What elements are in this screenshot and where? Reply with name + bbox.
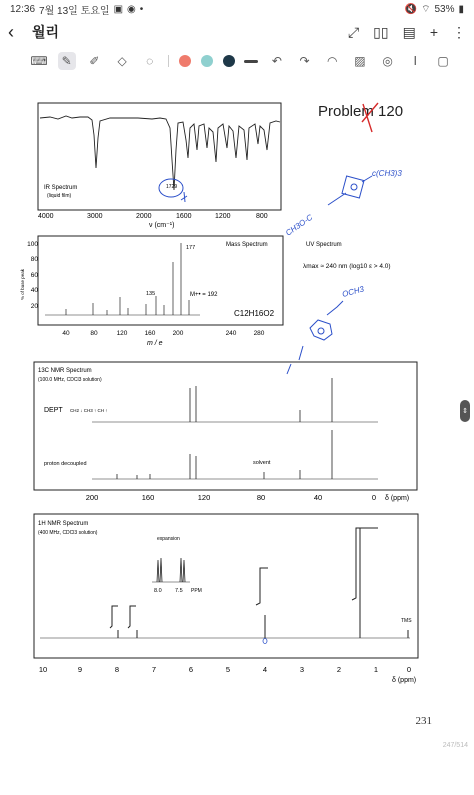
color-swatch-teal[interactable] bbox=[201, 55, 213, 67]
handwritten-och3: OCH3 bbox=[341, 284, 365, 299]
page-icon[interactable]: ▤ bbox=[402, 23, 416, 40]
color-swatch-navy[interactable] bbox=[223, 55, 235, 67]
uv-title: UV Spectrum bbox=[306, 242, 342, 248]
app-bar bbox=[0, 18, 474, 46]
mass-x-tick: 160 bbox=[144, 330, 156, 337]
mass-x-tick: 240 bbox=[225, 330, 237, 337]
sticky-note-icon[interactable]: ▢ bbox=[437, 54, 449, 68]
lasso-icon[interactable]: ◌ bbox=[146, 54, 154, 68]
mass-y-tick: 60 bbox=[30, 272, 38, 279]
expansion-tick: 7.5 bbox=[175, 588, 183, 594]
shape-icon[interactable]: ◠ bbox=[327, 54, 338, 68]
mass-title: Mass Spectrum bbox=[226, 242, 268, 248]
mass-y-tick: 20 bbox=[30, 303, 38, 310]
ir-tick: 1600 bbox=[176, 213, 192, 220]
color-swatch-coral[interactable] bbox=[179, 55, 191, 67]
ir-spectrum bbox=[38, 103, 281, 229]
keyboard-icon[interactable]: ⌨ bbox=[30, 54, 48, 68]
h1-x-tick: 2 bbox=[336, 665, 342, 674]
pen-icon[interactable]: ✎ bbox=[58, 52, 76, 70]
tms-label: TMS bbox=[401, 618, 412, 624]
gallery-icon: ▣ bbox=[113, 3, 124, 15]
page-number: 231 bbox=[415, 715, 432, 727]
c13-x-tick: 120 bbox=[197, 493, 211, 502]
h1-x-tick: 7 bbox=[151, 665, 157, 674]
mass-x-label: m / e bbox=[147, 340, 163, 347]
mass-y-tick: 100 bbox=[27, 241, 38, 248]
handwritten-ester: CH3O-C bbox=[283, 212, 315, 238]
solvent-label: solvent bbox=[253, 460, 271, 466]
expansion-unit: PPM bbox=[191, 588, 202, 594]
c13-x-tick: 40 bbox=[313, 493, 323, 502]
mass-molecular-ion: M+• = 192 bbox=[190, 292, 218, 298]
h1-x-label: δ (ppm) bbox=[392, 677, 417, 684]
mass-x-tick: 40 bbox=[62, 330, 70, 337]
mass-x-tick: 200 bbox=[172, 330, 184, 337]
ir-title: IR Spectrum bbox=[44, 185, 78, 191]
status-time: 12:36 bbox=[10, 3, 36, 15]
app-notification-icon: ◉ bbox=[127, 3, 136, 15]
mass-peak-135: 135 bbox=[146, 291, 156, 297]
expansion-label: expansion bbox=[157, 536, 180, 542]
document-page[interactable] bbox=[0, 80, 474, 790]
eraser-icon[interactable]: ◇ bbox=[117, 54, 127, 68]
mass-formula: C12H16O2 bbox=[234, 309, 275, 318]
toolbar-divider bbox=[168, 55, 169, 67]
c13-x-tick: 80 bbox=[256, 493, 266, 502]
uv-data: λmax ≈ 240 nm (log10 ε > 4.0) bbox=[303, 263, 391, 270]
expansion-tick: 8.0 bbox=[154, 588, 162, 594]
text-tool-icon[interactable]: Ⅰ bbox=[413, 54, 418, 68]
h1-x-tick: 5 bbox=[225, 665, 231, 674]
c13-x-tick: 0 bbox=[371, 493, 377, 502]
note-title: 월리 bbox=[32, 24, 60, 40]
h1-x-tick: 0 bbox=[406, 665, 412, 674]
wifi-icon: ⌔ bbox=[421, 3, 431, 15]
c13-subtitle: (100.0 MHz, CDCl3 solution) bbox=[38, 377, 102, 383]
h1-title: 1H NMR Spectrum bbox=[38, 521, 89, 527]
h1-x-tick: 9 bbox=[77, 665, 83, 674]
decoupled-label: proton decoupled bbox=[44, 461, 87, 467]
battery-icon: ▮ bbox=[458, 3, 464, 15]
h1-subtitle: (400 MHz, CDCl3 solution) bbox=[38, 530, 98, 536]
ir-peak-label: 1729 bbox=[166, 184, 178, 190]
battery-level: 53% bbox=[434, 3, 455, 15]
mass-x-tick: 80 bbox=[90, 330, 98, 337]
h1-x-tick: 3 bbox=[299, 665, 305, 674]
c13-title: 13C NMR Spectrum bbox=[38, 368, 92, 374]
handwritten-tbutyl: c(CH3)3 bbox=[372, 169, 402, 178]
drawing-toolbar bbox=[0, 48, 474, 74]
ir-check-mark bbox=[181, 192, 187, 202]
c13-x-label: δ (ppm) bbox=[385, 495, 410, 502]
mass-x-tick: 280 bbox=[253, 330, 265, 337]
h1-nmr-spectrum bbox=[34, 514, 418, 684]
add-icon[interactable]: + bbox=[429, 23, 438, 40]
highlighter-icon[interactable]: ✐ bbox=[89, 54, 100, 68]
handwritten-structure bbox=[287, 176, 372, 374]
h1-x-tick: 1 bbox=[373, 665, 379, 674]
ir-tick: 3000 bbox=[87, 213, 103, 220]
ir-x-ticks bbox=[38, 213, 268, 220]
redo-icon[interactable]: ↷ bbox=[299, 54, 310, 68]
image-icon[interactable]: ▨ bbox=[354, 54, 366, 68]
back-arrow-icon[interactable]: ‹ bbox=[8, 21, 14, 42]
stamp-icon[interactable]: ◎ bbox=[382, 54, 393, 68]
c13-x-tick: 160 bbox=[141, 493, 155, 502]
ir-tick: 4000 bbox=[38, 213, 54, 220]
stroke-width-icon[interactable] bbox=[244, 60, 258, 63]
ir-tick: 2000 bbox=[136, 213, 152, 220]
more-menu-icon[interactable]: ⋮ bbox=[452, 23, 466, 40]
scroll-handle[interactable]: ⇕ bbox=[460, 400, 470, 422]
problem-title: Problem 120 bbox=[318, 103, 404, 120]
mass-x-tick: 120 bbox=[116, 330, 128, 337]
mass-peak-177: 177 bbox=[186, 245, 196, 251]
dept-label: DEPT bbox=[44, 407, 63, 414]
h1-x-tick: 8 bbox=[114, 665, 120, 674]
more-dot-icon: • bbox=[139, 3, 144, 15]
c13-nmr-spectrum bbox=[34, 362, 417, 502]
h1-x-tick: 6 bbox=[188, 665, 194, 674]
status-bar bbox=[0, 0, 474, 18]
ir-tick: 1200 bbox=[215, 213, 231, 220]
c13-x-tick: 200 bbox=[85, 493, 99, 502]
ir-tick: 800 bbox=[256, 213, 268, 220]
mass-y-label: % of base peak bbox=[20, 268, 25, 300]
page-count: 247/514 bbox=[442, 742, 468, 749]
expand-icon[interactable]: ⤢ bbox=[347, 23, 360, 40]
mass-y-tick: 40 bbox=[30, 287, 38, 294]
dept-legend: CH2 ↓ CH3 ↑ CH ↑ bbox=[70, 408, 108, 413]
h1-x-tick: 10 bbox=[38, 665, 48, 674]
undo-icon[interactable]: ↶ bbox=[271, 54, 282, 68]
book-view-icon[interactable]: ▯▯ bbox=[373, 23, 389, 40]
mass-spectrum bbox=[20, 236, 283, 347]
ir-x-label: ν (cm⁻¹) bbox=[149, 222, 175, 229]
ir-subtitle: (liquid film) bbox=[47, 193, 72, 199]
mute-icon: 🔇 bbox=[404, 3, 418, 15]
mass-y-tick: 80 bbox=[30, 256, 38, 263]
h1-x-tick: 4 bbox=[262, 665, 268, 674]
status-date: 7월 13일 토요일 bbox=[39, 5, 110, 17]
